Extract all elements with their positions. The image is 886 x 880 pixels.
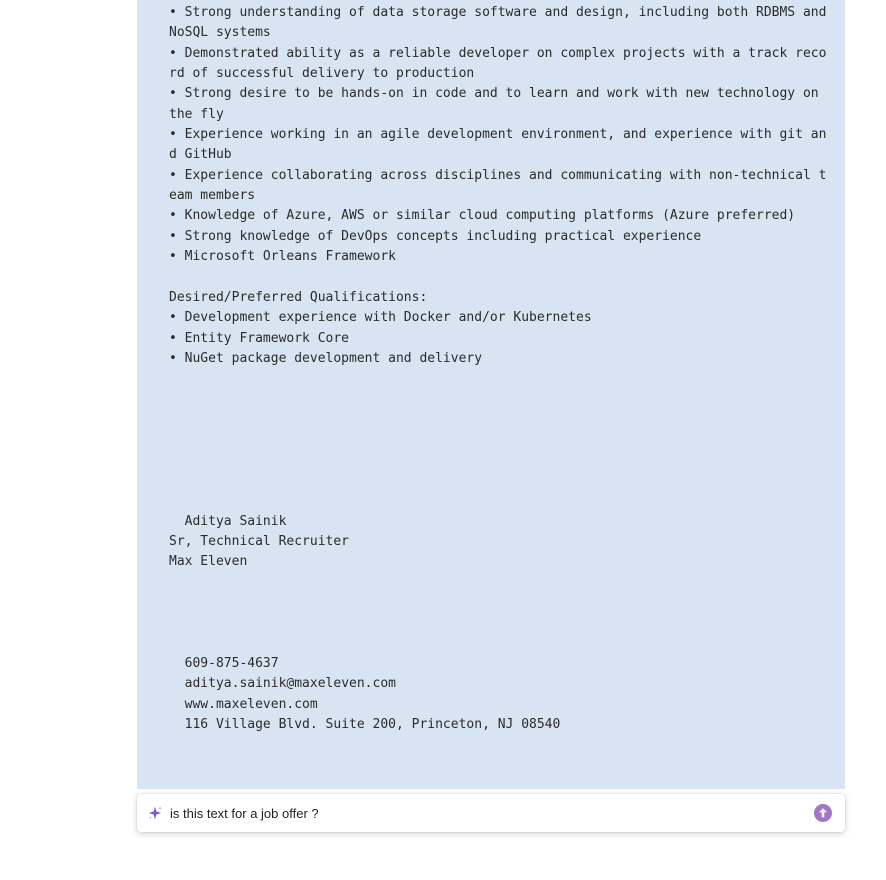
prompt-input[interactable] bbox=[170, 794, 800, 832]
send-button[interactable] bbox=[814, 804, 832, 822]
message-panel bbox=[137, 0, 845, 789]
prompt-bar[interactable] bbox=[137, 794, 845, 832]
send-arrow-icon bbox=[814, 804, 832, 822]
message-body: • Strong understanding of data storage software and design, including both RDBMS and NoSQL systems • Demonstrated ability as a reliable developer on complex projects with a track record of successful delivery to production • Strong desire to be hands-on in code and to learn and work with new technology on the fly • Experience working in an agile development environment, and experience with git and GitHub • Experience collaborating across disciplines and communicating with non-technical team members • Knowledge of Azure, AWS or similar cloud computing platforms (Azure preferred) • Strong knowledge of DevOps concepts including practical experience • Microsoft Orleans Framework Desired/Preferred Qualifications: • Development experience with Docker and/or Kubernetes • Entity Framework Core • NuGet package development and delivery Aditya Sainik Sr, Technical Recruiter Max Eleven 609-875-4637 aditya.sainik@maxeleven.com www.maxeleven.com 116 Village Blvd. Suite 200, Princeton, NJ 08540 bbox=[169, 5, 827, 733]
sparkle-icon bbox=[147, 805, 163, 821]
